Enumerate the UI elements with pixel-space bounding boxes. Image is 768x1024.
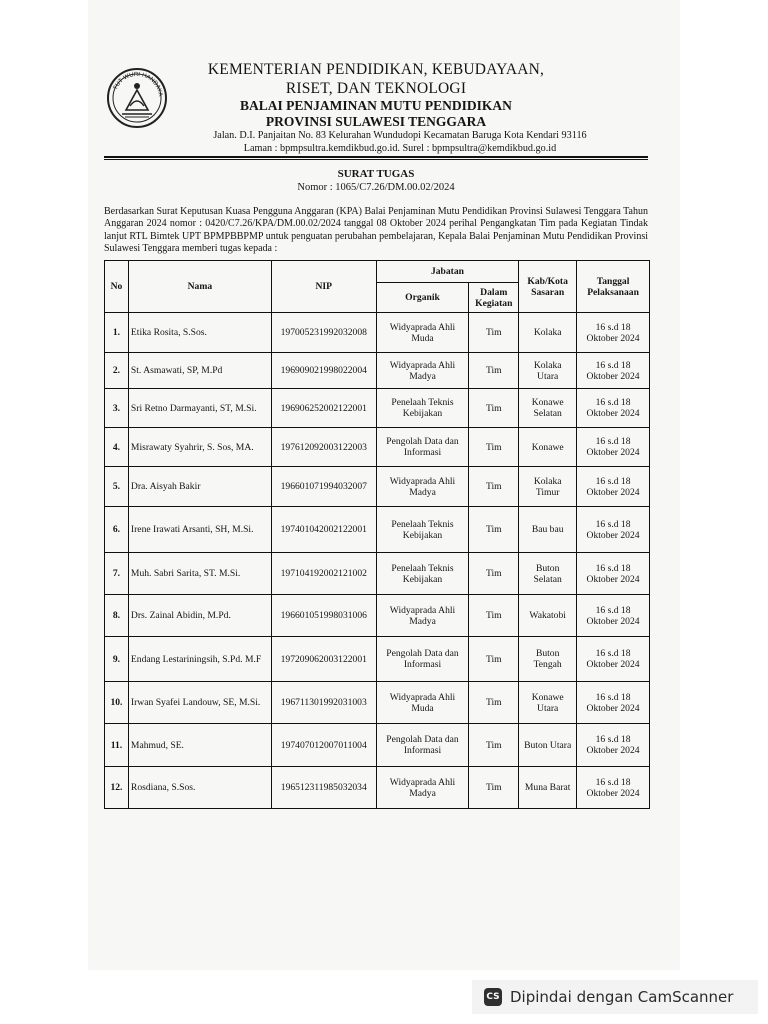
- cell-kabkota: [519, 507, 577, 553]
- cell-organik-line: Madya: [409, 486, 436, 498]
- header-organik: Organik: [376, 283, 469, 313]
- cell-organik-line: Widyaprada Ahli: [389, 321, 456, 333]
- cell-kabkota: [519, 353, 577, 389]
- cell-no: 6.: [105, 507, 129, 553]
- cell-tanggal: [577, 507, 650, 553]
- cell-organik: [376, 389, 469, 428]
- cell-tanggal-line: 16 s.d 18: [595, 359, 631, 371]
- cell-tanggal-line: Oktober 2024: [586, 615, 640, 627]
- cell-nama: Endang Lestariningsih, S.Pd. M.F: [128, 637, 271, 682]
- table-row: [105, 428, 650, 467]
- cell-kegiatan: Tim: [469, 428, 519, 467]
- cell-tanggal-line: Oktober 2024: [586, 573, 640, 585]
- cell-tanggal-line: 16 s.d 18: [595, 436, 631, 447]
- cell-tanggal-line: Oktober 2024: [586, 529, 640, 541]
- cell-tanggal: [577, 682, 650, 724]
- letterhead-rule-thin: [104, 159, 648, 160]
- cell-no: 11.: [105, 724, 129, 767]
- cell-organik-line: Pengolah Data dan: [386, 734, 459, 745]
- cell-organik-line: Muda: [411, 702, 434, 714]
- table-row: [105, 467, 650, 507]
- cell-kabkota-line: Bau bau: [531, 524, 564, 535]
- cell-organik-line: Widyaprada Ahli: [389, 691, 456, 703]
- cell-nama: Dra. Aisyah Bakir: [128, 467, 271, 507]
- assignment-table: [104, 260, 650, 809]
- cell-tanggal-line: 16 s.d 18: [595, 562, 631, 574]
- cell-tanggal-line: Oktober 2024: [586, 332, 640, 344]
- cell-organik: [376, 553, 469, 595]
- cell-kabkota: [519, 553, 577, 595]
- header-kabkota: [519, 261, 577, 313]
- cell-kegiatan: Tim: [469, 595, 519, 637]
- cell-nip: 196906252002122001: [271, 389, 376, 428]
- cell-organik-line: Kebijakan: [402, 408, 443, 419]
- institution-name: BALAI PENJAMINAN MUTU PENDIDIKAN: [240, 98, 512, 113]
- letterhead-address: [150, 130, 650, 155]
- document-title: SURAT TUGAS: [337, 168, 415, 180]
- cell-tanggal: [577, 637, 650, 682]
- cell-organik-line: Pengolah Data dan: [386, 436, 459, 447]
- cell-kabkota-line: Konawe: [531, 397, 564, 408]
- cell-kabkota-line: Selatan: [533, 573, 562, 585]
- address-line: Jalan. D.I. Panjaitan No. 83 Kelurahan Wundudopi Kecamatan Baruga Kota Kendari 93116: [213, 130, 587, 141]
- cell-organik-line: Pengolah Data dan: [386, 648, 459, 659]
- cell-kegiatan: Tim: [469, 353, 519, 389]
- table-row: [105, 353, 650, 389]
- cell-kegiatan: Tim: [469, 637, 519, 682]
- cell-organik-line: Informasi: [403, 447, 442, 458]
- table-row: [105, 767, 650, 809]
- cell-organik: [376, 428, 469, 467]
- cell-nip: 197401042002122001: [271, 507, 376, 553]
- letterhead-rule-thick: [104, 156, 648, 158]
- cell-kabkota-line: Buton: [535, 648, 560, 659]
- cell-kabkota-line: Kolaka: [533, 359, 562, 371]
- cell-tanggal-line: 16 s.d 18: [595, 475, 631, 487]
- cell-nama: Sri Retno Darmayanti, ST, M.Si.: [128, 389, 271, 428]
- table-row: [105, 724, 650, 767]
- cell-kegiatan: Tim: [469, 467, 519, 507]
- cell-tanggal: [577, 467, 650, 507]
- header-dalam-kegiatan-line1: Dalam: [480, 286, 508, 298]
- cell-kabkota: [519, 724, 577, 767]
- cell-nama: Muh. Sabri Sarita, ST. M.Si.: [128, 553, 271, 595]
- cell-tanggal: [577, 389, 650, 428]
- cell-tanggal: [577, 428, 650, 467]
- cell-nip: 196512311985032034: [271, 767, 376, 809]
- cell-kegiatan: Tim: [469, 682, 519, 724]
- cell-no: 4.: [105, 428, 129, 467]
- intro-paragraph: Berdasarkan Surat Keputusan Kuasa Pengguna Anggaran (KPA) Balai Penjaminan Mutu Pendidikan Provinsi Sulawesi Tenggara Tahun Anggaran 2024 nomor : 0420/C7.26/KPA/DM.00.02/2024 tanggal 08 Oktober 2024 perihal Pengangkatan Tim pada Kegiatan Tindak lanjut RTL Bimtek UPT BPMPBBPMP untuk penguatan perubahan pembelajaran, Kepala Balai Penjaminan Mutu Pendidikan Provinsi Sulawesi Tenggara memberi tugas kepada :: [104, 206, 648, 254]
- cell-kabkota: [519, 389, 577, 428]
- cell-tanggal-line: 16 s.d 18: [595, 397, 631, 408]
- svg-text:TUT WURI HANDAYANI: TUT WURI HANDAYA: [112, 71, 163, 97]
- document-number: Nomor : 1065/C7.26/DM.00.02/2024: [297, 182, 455, 193]
- cell-organik-line: Widyaprada Ahli: [389, 776, 456, 788]
- cell-tanggal-line: Oktober 2024: [586, 787, 640, 799]
- web-email-line: Laman : bpmpsultra.kemdikbud.go.id. Surel : bpmpsultra@kemdikbud.go.id: [243, 142, 557, 154]
- cell-tanggal-line: Oktober 2024: [586, 745, 640, 756]
- camscanner-icon: CS: [484, 988, 502, 1006]
- cell-organik: [376, 767, 469, 809]
- cell-kabkota: [519, 467, 577, 507]
- cell-organik-line: Kebijakan: [402, 573, 443, 585]
- cell-kegiatan: Tim: [469, 313, 519, 353]
- cell-organik-line: Widyaprada Ahli: [389, 359, 456, 371]
- cell-nama: Irene Irawati Arsanti, SH, M.Si.: [128, 507, 271, 553]
- cell-nama: St. Asmawati, SP, M.Pd: [128, 353, 271, 389]
- cell-kegiatan: Tim: [469, 553, 519, 595]
- table-row: [105, 595, 650, 637]
- cell-kegiatan: Tim: [469, 724, 519, 767]
- cell-organik-line: Penelaah Teknis: [391, 562, 454, 574]
- cell-no: 7.: [105, 553, 129, 595]
- cell-organik-line: Penelaah Teknis: [391, 518, 454, 530]
- cell-tanggal-line: 16 s.d 18: [595, 518, 631, 530]
- table-row: [105, 637, 650, 682]
- cell-tanggal-line: Oktober 2024: [586, 408, 640, 419]
- cell-kabkota-line: Utara: [537, 370, 559, 382]
- header-no: No: [105, 261, 129, 313]
- header-tanggal-line2: Pelaksanaan: [587, 286, 639, 298]
- cell-tanggal: [577, 595, 650, 637]
- cell-nama: Etika Rosita, S.Sos.: [128, 313, 271, 353]
- cell-organik-line: Informasi: [403, 659, 442, 670]
- cell-kabkota-line: Konawe: [531, 691, 564, 703]
- cell-no: 8.: [105, 595, 129, 637]
- cell-no: 9.: [105, 637, 129, 682]
- cell-tanggal-line: Oktober 2024: [586, 659, 640, 670]
- cell-nama: Rosdiana, S.Sos.: [128, 767, 271, 809]
- cell-organik-line: Kebijakan: [402, 529, 443, 541]
- cell-tanggal-line: 16 s.d 18: [595, 734, 631, 745]
- cell-tanggal-line: 16 s.d 18: [595, 776, 631, 788]
- header-tanggal: [577, 261, 650, 313]
- cell-tanggal: [577, 724, 650, 767]
- header-tanggal-line1: Tanggal: [596, 275, 630, 287]
- cell-organik: [376, 595, 469, 637]
- cell-tanggal-line: Oktober 2024: [586, 702, 640, 714]
- cell-tanggal-line: Oktober 2024: [586, 486, 640, 498]
- cell-organik-line: Widyaprada Ahli: [389, 475, 456, 487]
- cell-tanggal: [577, 313, 650, 353]
- cell-nip: 197104192002121002: [271, 553, 376, 595]
- cell-kegiatan: Tim: [469, 507, 519, 553]
- cell-kabkota-line: Kolaka: [533, 327, 562, 338]
- cell-nama: Drs. Zainal Abidin, M.Pd.: [128, 595, 271, 637]
- table-row: [105, 389, 650, 428]
- cell-tanggal-line: 16 s.d 18: [595, 604, 631, 616]
- cell-kabkota-line: Muna Barat: [524, 782, 571, 793]
- cell-organik: [376, 724, 469, 767]
- table-row: [105, 507, 650, 553]
- table-row: [105, 682, 650, 724]
- cell-organik: [376, 682, 469, 724]
- cell-no: 1.: [105, 313, 129, 353]
- header-nip: NIP: [271, 261, 376, 313]
- cell-kabkota: [519, 595, 577, 637]
- header-dalam-kegiatan: [469, 283, 519, 313]
- cell-nip: 197005231992032008: [271, 313, 376, 353]
- cell-nama: Irwan Syafei Landouw, SE, M.Si.: [128, 682, 271, 724]
- cell-nip: 196601071994032007: [271, 467, 376, 507]
- cell-organik-line: Penelaah Teknis: [391, 397, 454, 408]
- cell-kabkota-line: Buton: [535, 562, 560, 574]
- cell-kabkota-line: Kolaka: [533, 475, 562, 487]
- header-nama: Nama: [128, 261, 271, 313]
- cell-nip: 197407012007011004: [271, 724, 376, 767]
- cell-tanggal: [577, 553, 650, 595]
- cell-tanggal-line: Oktober 2024: [586, 447, 640, 458]
- table-row: [105, 313, 650, 353]
- cell-organik-line: Madya: [409, 370, 436, 382]
- cell-nip: 196909021998022004: [271, 353, 376, 389]
- cell-tanggal-line: Oktober 2024: [586, 370, 640, 382]
- header-dalam-kegiatan-line2: Kegiatan: [475, 297, 513, 309]
- cell-kabkota-line: Utara: [537, 702, 559, 714]
- cell-nip: 196601051998031006: [271, 595, 376, 637]
- cell-tanggal: [577, 353, 650, 389]
- cell-kabkota: [519, 682, 577, 724]
- cell-kabkota: [519, 428, 577, 467]
- cell-kabkota-line: Selatan: [533, 408, 562, 419]
- cell-tanggal-line: 16 s.d 18: [595, 691, 631, 703]
- cell-kabkota-line: Timur: [535, 486, 560, 498]
- cell-organik: [376, 313, 469, 353]
- document-title-block: [104, 168, 648, 194]
- cell-no: 5.: [105, 467, 129, 507]
- cell-organik: [376, 353, 469, 389]
- cell-nip: 197209062003122001: [271, 637, 376, 682]
- cell-tanggal: [577, 767, 650, 809]
- cell-nama: Mahmud, SE.: [128, 724, 271, 767]
- cell-nip: 197612092003122003: [271, 428, 376, 467]
- header-kabkota-line1: Kab/Kota: [527, 275, 568, 287]
- cell-kabkota-line: Wakatobi: [529, 610, 566, 621]
- ministry-name-line1: KEMENTERIAN PENDIDIKAN, KEBUDAYAAN,: [207, 61, 545, 78]
- cell-tanggal-line: 16 s.d 18: [595, 321, 631, 333]
- cell-kabkota: [519, 767, 577, 809]
- cell-organik: [376, 467, 469, 507]
- cell-nip: 196711301992031003: [271, 682, 376, 724]
- cell-kegiatan: Tim: [469, 767, 519, 809]
- tut-wuri-handayani-logo: [100, 66, 174, 130]
- cell-kabkota-line: Konawe: [531, 441, 564, 453]
- header-jabatan: Jabatan: [376, 261, 519, 283]
- cell-kegiatan: Tim: [469, 389, 519, 428]
- cell-no: 10.: [105, 682, 129, 724]
- cell-organik-line: Madya: [409, 787, 436, 799]
- cell-no: 3.: [105, 389, 129, 428]
- letterhead: [176, 60, 576, 130]
- cell-tanggal-line: 16 s.d 18: [595, 648, 631, 659]
- cell-no: 2.: [105, 353, 129, 389]
- cell-organik: [376, 507, 469, 553]
- header-kabkota-line2: Sasaran: [531, 286, 565, 298]
- camscanner-text: Dipindai dengan CamScanner: [510, 988, 734, 1006]
- cell-organik-line: Widyaprada Ahli: [389, 604, 456, 616]
- ministry-name-line2: RISET, DAN TEKNOLOGI: [285, 80, 467, 97]
- cell-kabkota: [519, 313, 577, 353]
- province-name: PROVINSI SULAWESI TENGGARA: [265, 114, 487, 129]
- cell-organik-line: Informasi: [403, 745, 442, 756]
- cell-kabkota-line: Tengah: [533, 659, 562, 670]
- cell-organik-line: Muda: [411, 332, 434, 344]
- table-row: [105, 553, 650, 595]
- cell-kabkota: [519, 637, 577, 682]
- cell-organik-line: Madya: [409, 615, 436, 627]
- camscanner-watermark: [472, 980, 758, 1014]
- cell-kabkota-line: Buton Utara: [524, 739, 572, 751]
- cell-nama: Misrawaty Syahrir, S. Sos, MA.: [128, 428, 271, 467]
- cell-organik: [376, 637, 469, 682]
- cell-no: 12.: [105, 767, 129, 809]
